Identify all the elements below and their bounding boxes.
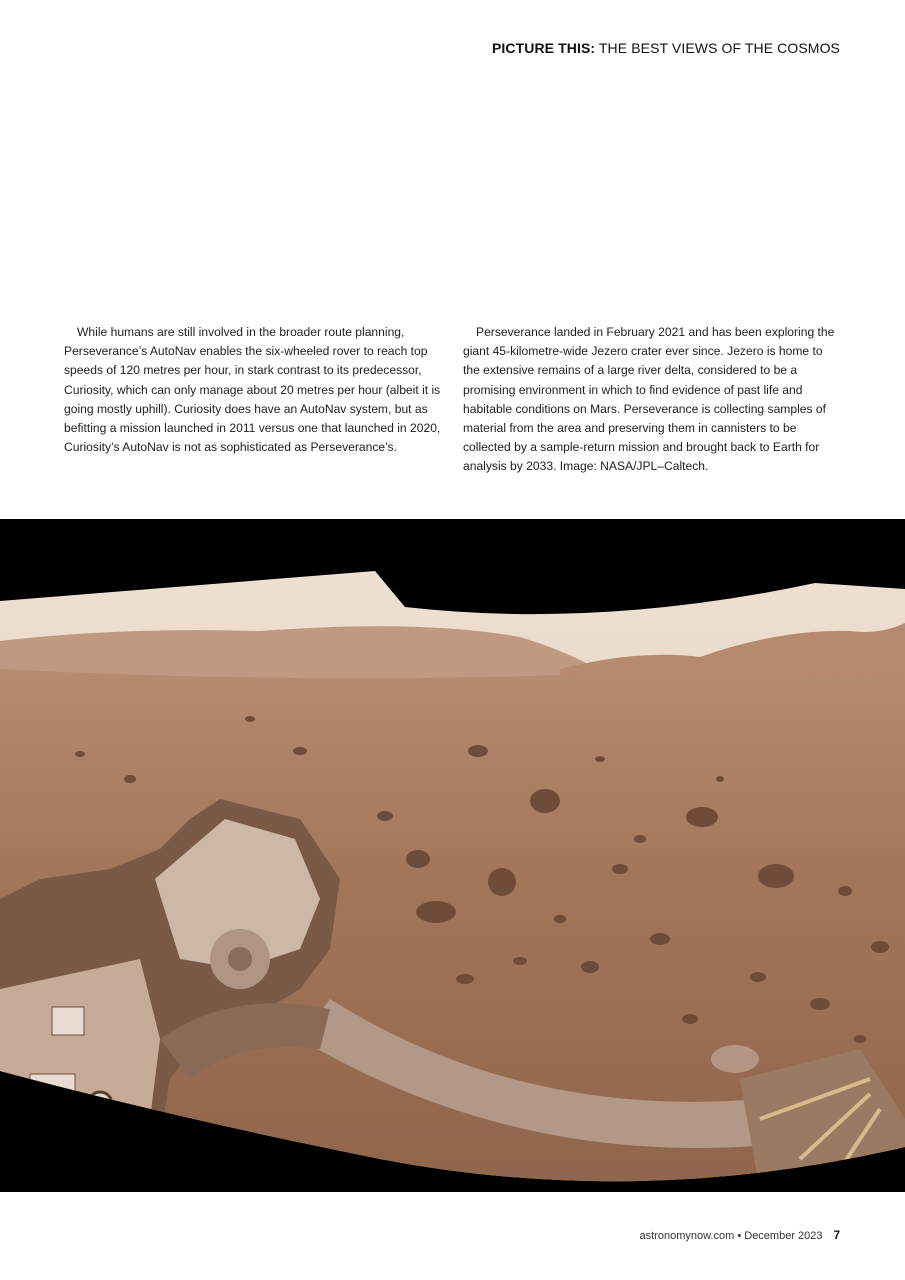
- page-number: 7: [833, 1230, 840, 1242]
- mars-panorama-photo: [0, 519, 905, 1192]
- header-section: PICTURE THIS:: [491, 40, 596, 56]
- footer-site: astronomynow.com: [639, 1230, 735, 1242]
- page-footer: [640, 1230, 841, 1242]
- article-column-left: While humans are still involved in the broader route planning, Perseverance’s AutoNav enables the six-wheeled rover to reach top speeds of 120 metres per hour, in stark contrast to its predecessor, Curiosity, which can only manage about 20 metres per hour (albeit it is going mostly uphill). Curiosity does have an AutoNav system, but as befitting a mission launched in 2011 versus one that launched in 2020, Curiosity’s AutoNav is not as sophisticated as Perseverance’s.: [64, 325, 441, 455]
- footer-date: December 2023: [744, 1230, 823, 1242]
- footer-separator: •: [737, 1230, 742, 1242]
- article-column-right: Perseverance landed in February 2021 and has been exploring the giant 45-kilometre-wide Jezero crater ever since. Jezero is home to the extensive remains of a large river delta, considered to be a promising environment in which to find evidence of past life and habitable conditions on Mars. Perseverance is collecting samples of material from the area and preserving them in cannisters to be collected by a sample-return mission and brought back to Earth for analysis by 2033. Image: NASA/JPL–Caltech.: [463, 325, 835, 474]
- header-title: THE BEST VIEWS OF THE COSMOS: [598, 40, 840, 56]
- running-header: [492, 40, 840, 56]
